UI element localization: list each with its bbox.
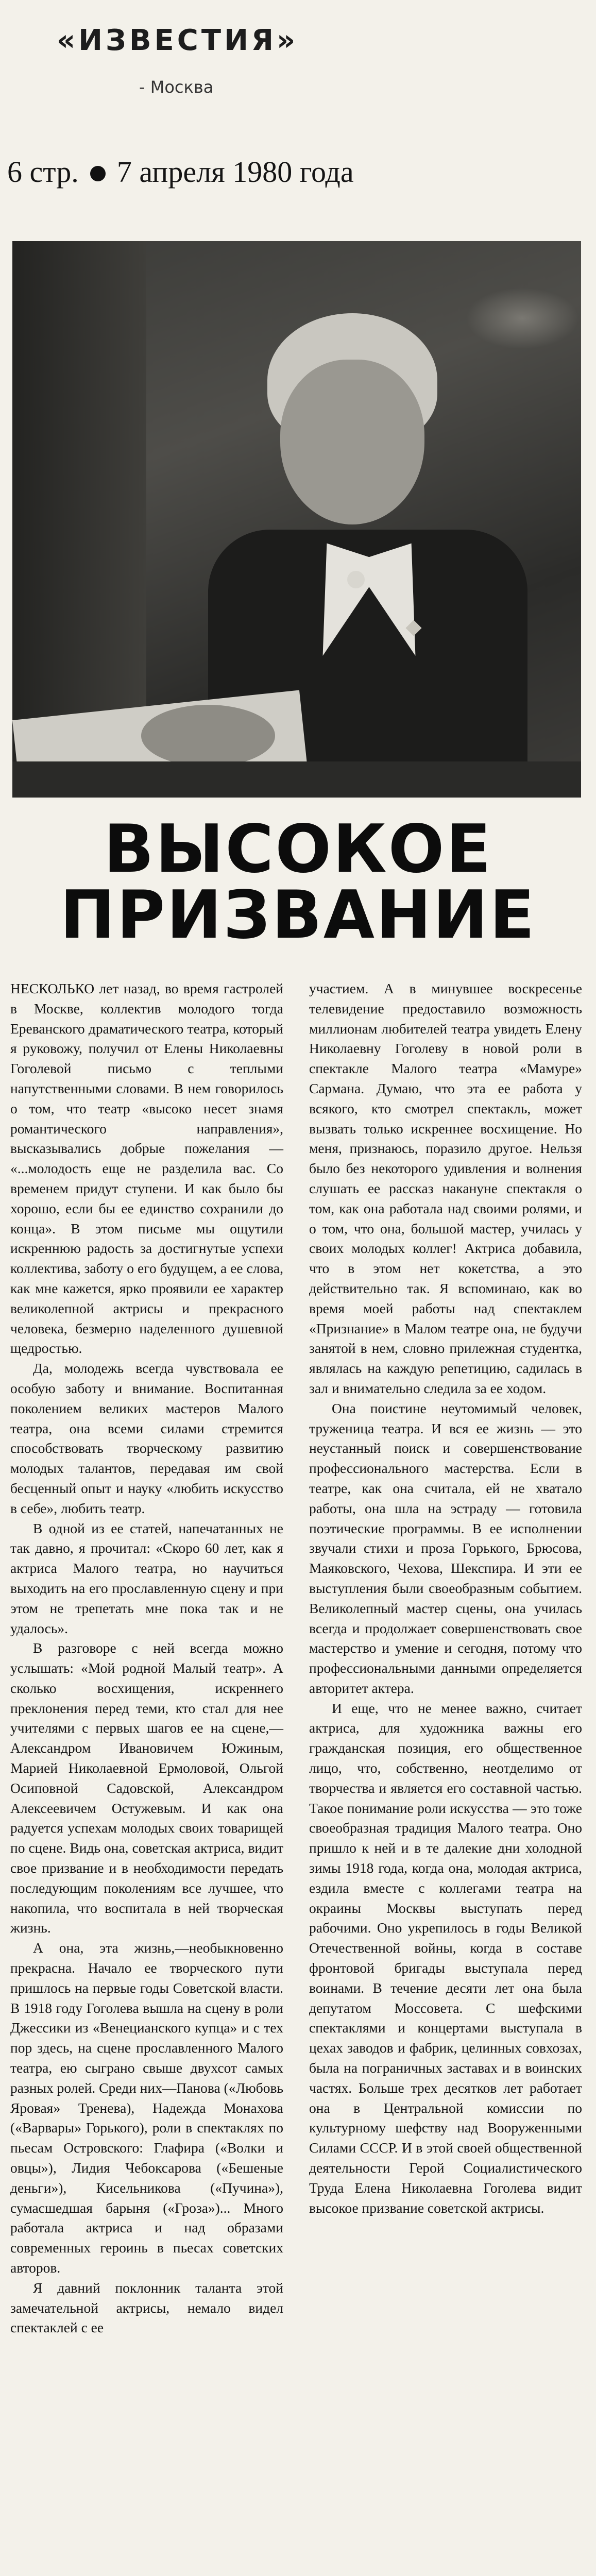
article-paragraph: И еще, что не менее важно, считает актриса, для художника важны его гражданская позиция, его общественное лицо, что, собственно, неотделимо от творчества и является его составной частью. Такое понимание роли искусства — это тоже своеобразная традиция Малого театра. Оно пришло к ней и в те далекие дни холодной зимы 1918 года, когда она, молодая актриса, ездила вместе с коллегами театра на окраины Москвы выступать перед рабочими. Оно укрепилось в годы Великой Отечественной войны, когда в составе фронтовой бригады выступала перед воинами. В течение десяти лет она была депутатом Моссовета. С шефскими спектаклями и концертами выступала в цехах заводов и фабрик, целинных совхозах, была на пограничных заставах и в воинских частях. Больше трех десятков лет работает она в Центральной комиссии по культурному шефству над Вооруженными Силами СССР. И в этой своей общественной деятельности Герой Социалистического Труда Елена Николаевна Гоголева видит высокое призвание советской актрисы.	[309, 1700, 582, 2216]
newspaper-name-stamp: «ИЗВЕСТИЯ»	[57, 24, 299, 57]
headline-line-2: ПРИЗВАНИЕ	[60, 877, 536, 954]
portrait-photo	[12, 241, 581, 798]
bullet-dot-icon	[90, 166, 106, 181]
article-paragraph: В разговоре с ней всегда можно услышать: «Мой родной Малый театр». А сколько восхищения, искреннего преклонения перед теми, кто стал для нее учителями с первых шагов ее на сцене,—Александром Ивановичем Южиным, Марией Николаевной Ермоловой, Ольгой Осиповной Садовской, Александром Алексеевичем Остужевым. И как она радуется успехам молодых своих товарищей по сцене. Видь она, советская актриса, видит свое призвание и в необходимости передать последующим поколениям все лучшее, что накопила, что воспитала в ней творческая жизнь.	[10, 1640, 283, 1936]
article-column-right	[309, 979, 582, 2218]
city-stamp: - Москва	[139, 77, 214, 97]
article-paragraph: Она поистине неутомимый человек, труженица театра. И вся ее жизнь — это неустанный поиск и совершенствование профессионального мастерства. Если в театре, как она считала, ей не хватало работы, она шла на эстраду — готовила поэтические программы. В ее исполнении звучали стихи и проза Горького, Брюсова, Маяковского, Чехова, Шекспира. И эти ее выступления были своеобразным событием. Великолепный мастер сцены, она училась всегда и продолжает совершенствовать свое мастерство и умение и сегодня, потому что профессиональными данными определяется авторитет актера.	[309, 1400, 582, 1696]
issue-date: 7 апреля 1980 года	[116, 155, 354, 189]
article-paragraph: В одной из ее статей, напечатанных не так давно, я прочитал: «Скоро 60 лет, как я актриса Малого театра, но научиться выходить на его прославленную сцену и при этом не трепетать мне пока так и не удалось».	[10, 1520, 283, 1636]
article-paragraph: участием. А в минувшее воскресенье телевидение предоставило возможность миллионам любителей театра увидеть Елену Николаевну Гоголеву в новой роли в спектакле Малого театра «Мамуре» Сармана. Думаю, что эта ее работа у всякого, кто смотрел спектакль, может вызвать только искреннее восхищение. Но меня, признаюсь, поразило другое. Нельзя было без некоторого удивления и волнения слушать ее рассказ накануне спектакля о том, как она работала над своими ролями, и о том, что она, большой мастер, училась у своих молодых коллег! Актриса добавила, что в этом нет кокетства, а это действительно так. Я вспоминаю, как во время моей работы над спектаклем «Признание» в Малом театре она, не будучи занятой в нем, словно прилежная студентка, являлась на каждую репетицию, садилась в зал и внимательно следила за ее ходом.	[309, 980, 582, 1396]
article-headline	[0, 811, 596, 954]
article-column-left	[10, 979, 283, 2338]
article-paragraph: НЕСКОЛЬКО лет назад, во время гастролей в Москве, коллектив молодого тогда Ереванского драматического театра, который я руковожу, получил от Елены Николаевны Гоголевой письмо с теплыми напутственными словами. В нем говорилось о том, что театр «высоко несет знамя романтического направления», высказывались добрые пожелания — «...молодость еще не разделила вас. Со временем придут ступени. И как было бы хорошо, если бы ее единство сохранили до конца». В этом письме мы ощутили искреннюю радость за достигнутые успехи коллектива, заботу о его будущем, а ее слова, как мне кажется, ярко проявили ее характер великолепной актрисы и прекрасного человека, безмерно наделенного душевной щедростью.	[10, 980, 283, 1357]
headline-line-1: ВЫСОКОЕ	[104, 811, 492, 888]
article-paragraph: Да, молодежь всегда чувствовала ее особую заботу и внимание. Воспитанная поколением великих мастеров Малого театра, она всеми силами стремится способствовать творческому развитию молодых талантов, передавая им свой бесценный опыт и науку «любить искусство в себе», любить театр.	[10, 1360, 283, 1516]
article-paragraph: А она, эта жизнь,—необыкновенно прекрасна. Начало ее творческого пути пришлось на первые годы Советской власти. В 1918 году Гоголева вышла на сцену в роли Джессики из «Венецианского купца» и с тех пор здесь, на сцене прославленного Малого театра, ею сыграно свыше двухсот самых разных ролей. Среди них—Панова («Любовь Яровая» Тренева), Надежда Монахова («Варвары» Горького), роли в спектаклях по пьесам Островского: Глафира («Волки и овцы»), Лидия Чебоксарова («Бешеные деньги»), Кисельникова («Пучина»), сумасшедшая барыня («Гроза»)... Много работала актриса и над образами современных героинь в пьесах советских авторов.	[10, 1940, 283, 2276]
dateline	[7, 155, 584, 189]
article-paragraph: Я давний поклонник таланта этой замечательной актрисы, немало видел спектаклей с ее	[10, 2279, 283, 2336]
page-number: 6 стр.	[7, 155, 79, 189]
